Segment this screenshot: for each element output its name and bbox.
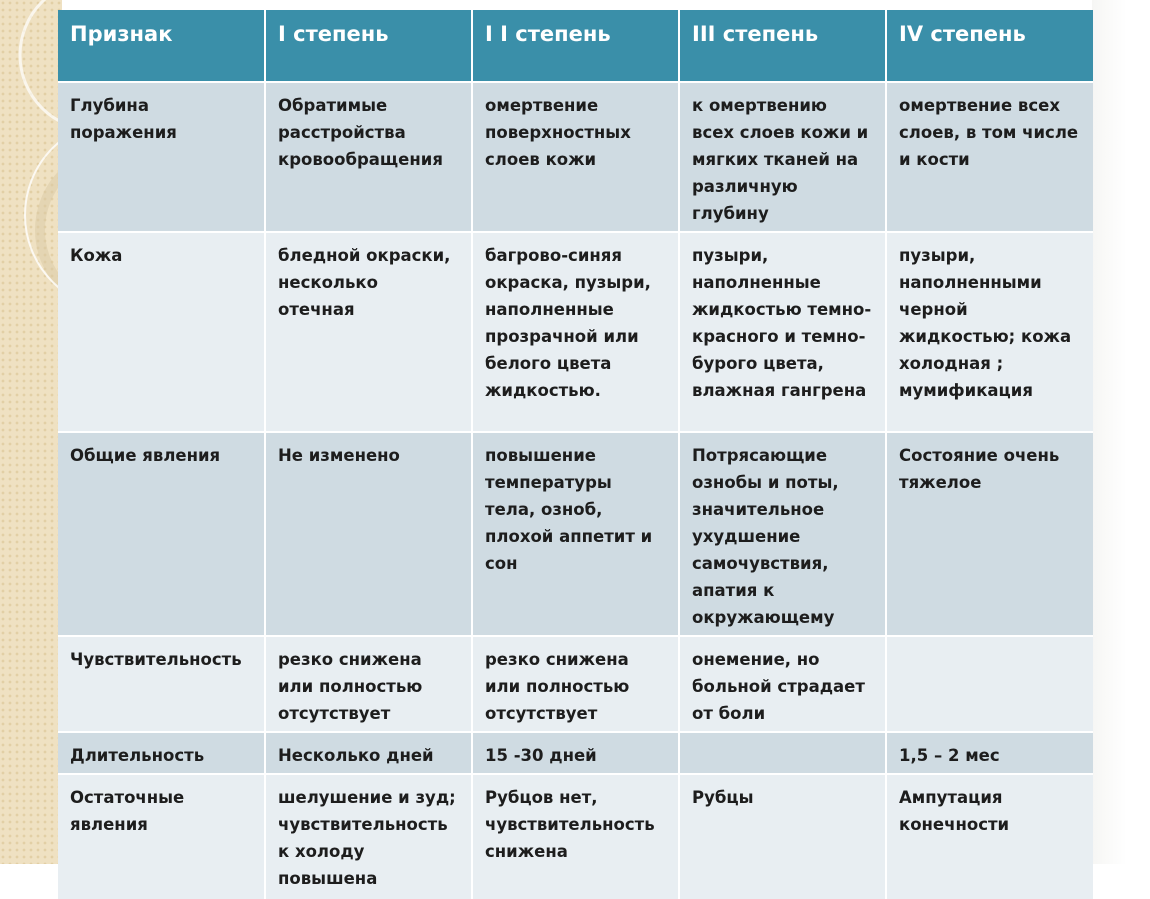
table-cell: Ампутация конечности [886, 774, 1093, 899]
table-cell: Рубцов нет, чувствительность снижена [472, 774, 679, 899]
table-row [58, 432, 1093, 636]
header-cell: Признак [58, 10, 265, 82]
table-cell: Состояние очень тяжелое [886, 432, 1093, 636]
table-row [58, 774, 1093, 899]
table-cell: Рубцы [679, 774, 886, 899]
header-cell: I I степень [472, 10, 679, 82]
table-row [58, 636, 1093, 732]
table-row [58, 82, 1093, 232]
header-cell: III степень [679, 10, 886, 82]
table-row [58, 232, 1093, 432]
table-cell: резко снижена или полностью отсутствует [265, 636, 472, 732]
table-cell: пузыри, наполненными черной жидкостью; кожа холодная ; мумификация [886, 232, 1093, 432]
table-cell: Несколько дней [265, 732, 472, 774]
table-cell: резко снижена или полностью отсутствует [472, 636, 679, 732]
table-cell: Не изменено [265, 432, 472, 636]
decorative-right-edge [1092, 0, 1150, 864]
header-cell: I степень [265, 10, 472, 82]
table-cell: Общие явления [58, 432, 265, 636]
table-cell: 1,5 – 2 мес [886, 732, 1093, 774]
table-cell: онемение, но больной страдает от боли [679, 636, 886, 732]
table-cell: бледной окраски, несколько отечная [265, 232, 472, 432]
table-cell: пузыри, наполненные жидкостью темно-красного и темно-бурого цвета, влажная гангрена [679, 232, 886, 432]
table-cell: Чувствительность [58, 636, 265, 732]
table-cell: Потрясающие ознобы и поты, значительное ухудшение самочувствия, апатия к окружающему [679, 432, 886, 636]
table-cell: Глубина поражения [58, 82, 265, 232]
table-cell: 15 -30 дней [472, 732, 679, 774]
table-cell: Длительность [58, 732, 265, 774]
table-cell: шелушение и зуд; чувствительность к холоду повышена [265, 774, 472, 899]
table-cell: Кожа [58, 232, 265, 432]
table-cell: повышение температуры тела, озноб, плохой аппетит и сон [472, 432, 679, 636]
table-cell: Обратимые расстройства кровообращения [265, 82, 472, 232]
table-cell: омертвение поверхностных слоев кожи [472, 82, 679, 232]
table-cell: к омертвению всех слоев кожи и мягких тканей на различную глубину [679, 82, 886, 232]
table-cell: багрово-синяя окраска, пузыри, наполненные прозрачной или белого цвета жидкостью. [472, 232, 679, 432]
table-row [58, 732, 1093, 774]
table-header-row [58, 10, 1093, 82]
table-cell: Остаточные явления [58, 774, 265, 899]
table-cell [886, 636, 1093, 732]
table-cell [679, 732, 886, 774]
header-cell: IV степень [886, 10, 1093, 82]
table-cell: омертвение всех слоев, в том числе и кости [886, 82, 1093, 232]
frostbite-degrees-table [58, 10, 1093, 899]
